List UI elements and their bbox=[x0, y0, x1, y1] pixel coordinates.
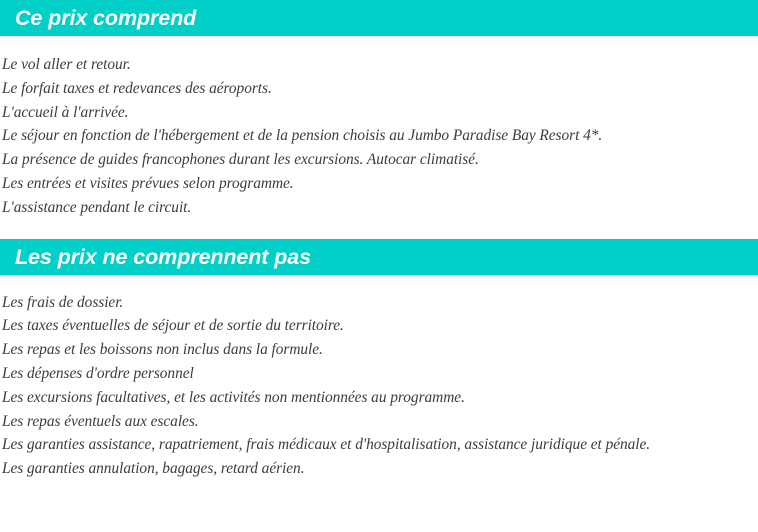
list-item: La présence de guides francophones durant les excursions. Autocar climatisé. bbox=[2, 151, 479, 169]
section-header-included: Ce prix comprend bbox=[0, 0, 758, 36]
list-item: Le forfait taxes et redevances des aéroports. bbox=[2, 79, 272, 97]
list-item: Les taxes éventuelles de séjour et de sortie du territoire. bbox=[2, 317, 344, 335]
list-item: Les frais de dossier. bbox=[2, 293, 124, 311]
section-header-excluded: Les prix ne comprennent pas bbox=[0, 239, 758, 275]
list-item: Les repas et les boissons non inclus dans la formule. bbox=[2, 341, 323, 359]
list-item: Les entrées et visites prévues selon programme. bbox=[2, 174, 294, 192]
list-item: Les dépenses d'ordre personnel bbox=[2, 364, 194, 382]
section-body-excluded bbox=[0, 275, 758, 481]
list-item: Les garanties assistance, rapatriement, frais médicaux et d'hospitalisation, assistance juridique et pénale. bbox=[2, 436, 651, 454]
section-body-included bbox=[0, 36, 758, 220]
list-item: L'assistance pendant le circuit. bbox=[2, 198, 192, 216]
list-item: Le vol aller et retour. bbox=[2, 56, 131, 73]
list-item: Les excursions facultatives, et les activités non mentionnées au programme. bbox=[2, 388, 465, 406]
list-item: Les garanties annulation, bagages, retard aérien. bbox=[2, 460, 305, 478]
list-item: Les repas éventuels aux escales. bbox=[2, 412, 199, 430]
list-item: L'accueil à l'arrivée. bbox=[2, 103, 129, 121]
list-item: Le séjour en fonction de l'hébergement et de la pension choisis au Jumbo Paradise Bay Resort 4*. bbox=[2, 127, 603, 145]
